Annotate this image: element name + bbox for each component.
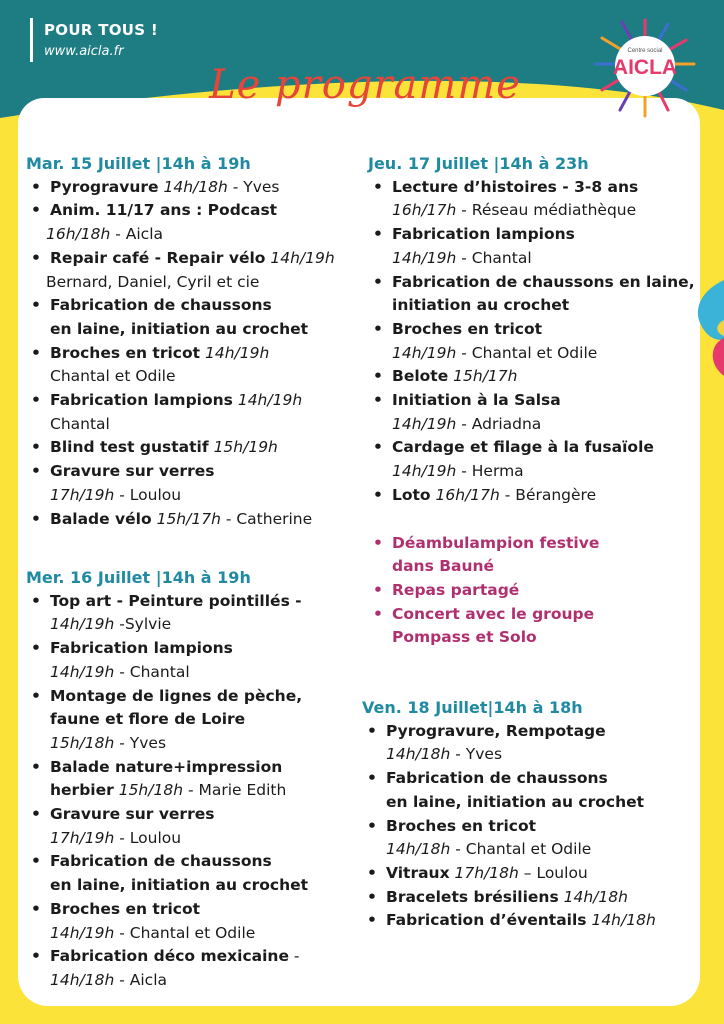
list-item xyxy=(368,389,698,436)
activity-who: - Chantal et Odile xyxy=(456,343,598,362)
activity-time: 14h/19h xyxy=(392,343,457,362)
list-item xyxy=(26,247,356,294)
activity-time: 14h/18h xyxy=(591,911,656,930)
activity-who: – Loulou xyxy=(518,863,588,882)
list-item xyxy=(26,803,356,850)
activity-name: Cardage et filage à la fusaïole xyxy=(392,438,654,457)
day-heading: Ven. 18 Juillet|14h à 18h xyxy=(362,698,583,717)
activity-who: Bernard, Daniel, Cyril et cie xyxy=(46,272,260,291)
activity-name: Gravure sur verres xyxy=(50,462,215,481)
activity-name: faune et flore de Loire xyxy=(50,710,246,729)
list-item xyxy=(362,886,698,910)
activity-list xyxy=(362,720,698,933)
activity-who: - Yves xyxy=(450,745,503,764)
activity-time: 17h/19h xyxy=(50,485,115,504)
list-item xyxy=(26,294,356,341)
activity-text: Concert avec le groupe xyxy=(392,604,595,623)
activity-time: 14h/19h xyxy=(392,414,457,433)
list-item xyxy=(362,815,698,862)
logo-text: AICLA xyxy=(612,56,678,79)
website-link[interactable]: www.aicla.fr xyxy=(44,44,124,59)
activity-who: - Réseau médiathèque xyxy=(456,201,637,220)
list-item xyxy=(26,945,356,992)
list-item xyxy=(26,436,356,460)
activity-who: Chantal xyxy=(50,414,110,433)
activity-name: Gravure sur verres xyxy=(50,805,215,824)
activity-name: Bracelets brésiliens xyxy=(386,887,559,906)
activity-time: 14h/18h xyxy=(386,840,451,859)
activity-who: - Chantal xyxy=(456,248,532,267)
day-heading: Mer. 16 Juillet |14h à 19h xyxy=(26,568,251,587)
activity-who: - Herma xyxy=(456,462,524,481)
activity-time: 14h/18h xyxy=(386,745,451,764)
header-divider xyxy=(30,18,33,62)
list-item xyxy=(26,199,356,246)
activity-name: herbier xyxy=(50,781,114,800)
list-item xyxy=(26,898,356,945)
day-thursday xyxy=(368,152,698,650)
activity-text: dans Bauné xyxy=(392,557,495,576)
list-item xyxy=(26,637,356,684)
list-item xyxy=(368,484,698,508)
activity-time: 14h/19h xyxy=(50,923,115,942)
activity-name: Fabrication de chaussons xyxy=(50,296,272,315)
list-item xyxy=(26,176,356,200)
activity-time: 16h/17h xyxy=(392,201,457,220)
activity-name: Anim. 11/17 ans : Podcast xyxy=(50,201,278,220)
activity-name: Initiation à la Salsa xyxy=(392,391,561,410)
activity-name: Top art - Peinture pointillés - xyxy=(50,591,302,610)
list-item xyxy=(26,508,356,532)
activity-name: Fabrication d’éventails xyxy=(386,911,587,930)
list-item xyxy=(368,176,698,223)
activity-name: Fabrication lampions xyxy=(50,391,233,410)
activity-name: Loto xyxy=(392,485,431,504)
activity-who: Chantal et Odile xyxy=(50,367,176,386)
activity-time: 14h/19h xyxy=(392,462,457,481)
aicla-logo xyxy=(590,12,700,120)
activity-who: -Sylvie xyxy=(114,615,172,634)
list-item xyxy=(362,909,698,933)
activity-name: Lecture d’histoires - 3-8 ans xyxy=(392,177,639,196)
list-item xyxy=(362,862,698,886)
activity-name: Balade vélo xyxy=(50,509,152,528)
activity-time: 14h/19h xyxy=(237,391,303,410)
activity-name: Fabrication de chaussons xyxy=(50,852,272,871)
activity-who: - Catherine xyxy=(220,509,313,528)
activity-name: Broches en tricot xyxy=(386,816,537,835)
activity-name: Fabrication lampions xyxy=(392,225,575,244)
list-item xyxy=(26,685,356,756)
activity-who: - Aicla xyxy=(114,970,168,989)
activity-who: - Chantal et Odile xyxy=(114,923,256,942)
list-item xyxy=(368,436,698,483)
list-item xyxy=(368,223,698,270)
activity-time: 15h/17h xyxy=(156,509,221,528)
activity-time: 17h/19h xyxy=(50,828,115,847)
activity-text: Pompass et Solo xyxy=(392,628,537,647)
activity-name: Broches en tricot xyxy=(50,899,201,918)
activity-who: - Chantal xyxy=(114,662,190,681)
list-item xyxy=(368,271,698,318)
activity-text: Repas partagé xyxy=(392,580,520,599)
activity-time: 14h/19h xyxy=(270,248,335,267)
evening-events-list xyxy=(368,532,698,651)
activity-name: Pyrogravure, Rempotage xyxy=(386,721,606,740)
activity-time: 15h/19h xyxy=(213,438,278,457)
tagline: POUR TOUS ! xyxy=(44,21,159,39)
activity-name: Vitraux xyxy=(386,863,450,882)
activity-time: 14h/19h xyxy=(50,615,115,634)
list-item xyxy=(26,389,356,436)
list-item xyxy=(368,579,698,603)
activity-who: - Chantal et Odile xyxy=(450,840,592,859)
activity-name: initiation au crochet xyxy=(392,296,570,315)
activity-who: - Yves xyxy=(227,177,280,196)
activity-time: 14h/19h xyxy=(392,248,457,267)
activity-name: en laine, initiation au crochet xyxy=(386,792,645,811)
activity-who: - Bérangère xyxy=(499,485,597,504)
activity-name: en laine, initiation au crochet xyxy=(50,319,309,338)
activity-text: Déambulampion festive xyxy=(392,533,600,552)
activity-who: - Aicla xyxy=(110,225,164,244)
list-item xyxy=(368,532,698,579)
list-item xyxy=(368,603,698,650)
list-item xyxy=(26,850,356,897)
activity-who: - Loulou xyxy=(114,485,182,504)
activity-name: Fabrication lampions xyxy=(50,639,233,658)
activity-name: Broches en tricot xyxy=(50,343,201,362)
list-item xyxy=(26,590,356,637)
list-item xyxy=(26,460,356,507)
activity-time: 17h/18h xyxy=(454,863,519,882)
activity-name: Pyrogravure xyxy=(50,177,159,196)
activity-time: 14h/18h xyxy=(50,970,115,989)
day-wednesday xyxy=(26,566,356,993)
activity-who: - Adriadna xyxy=(456,414,542,433)
activity-name: Belote xyxy=(392,367,449,386)
activity-time: 14h/18h xyxy=(163,177,228,196)
activity-name: Fabrication de chaussons xyxy=(386,769,608,788)
activity-time: 14h/19h xyxy=(204,343,270,362)
list-item xyxy=(368,318,698,365)
activity-list xyxy=(26,176,356,532)
activity-who: - xyxy=(288,947,300,966)
day-friday xyxy=(362,696,698,933)
activity-time: 16h/17h xyxy=(435,485,500,504)
activity-time: 15h/17h xyxy=(453,367,518,386)
activity-name: Blind test gustatif xyxy=(50,438,209,457)
day-heading: Mar. 15 Juillet |14h à 19h xyxy=(26,154,251,173)
activity-who: - Marie Edith xyxy=(183,781,287,800)
activity-list xyxy=(26,590,356,993)
list-item xyxy=(26,342,356,389)
day-heading: Jeu. 17 Juillet |14h à 23h xyxy=(368,154,589,173)
activity-name: Montage de lignes de pèche, xyxy=(50,686,303,705)
activity-name: Broches en tricot xyxy=(392,319,543,338)
activity-who: - Yves xyxy=(114,733,167,752)
page-title: Le programme xyxy=(209,62,521,108)
activity-who: - Loulou xyxy=(114,828,182,847)
activity-name: Balade nature+impression xyxy=(50,757,283,776)
activity-name: Fabrication de chaussons en laine, xyxy=(392,272,695,291)
activity-time: 14h/18h xyxy=(563,887,628,906)
activity-list xyxy=(368,176,698,508)
list-item xyxy=(362,720,698,767)
activity-time: 15h/18h xyxy=(50,733,115,752)
activity-name: Fabrication déco mexicaine xyxy=(50,947,289,966)
day-tuesday xyxy=(26,152,356,531)
activity-time: 15h/18h xyxy=(118,781,184,800)
logo-subtext: Centre social xyxy=(627,48,663,54)
list-item xyxy=(26,756,356,803)
list-item xyxy=(362,767,698,814)
list-item xyxy=(368,365,698,389)
activity-name: Repair café - Repair vélo xyxy=(50,248,266,267)
activity-name: en laine, initiation au crochet xyxy=(50,876,309,895)
activity-time: 16h/18h xyxy=(46,225,111,244)
activity-time: 14h/19h xyxy=(50,662,115,681)
